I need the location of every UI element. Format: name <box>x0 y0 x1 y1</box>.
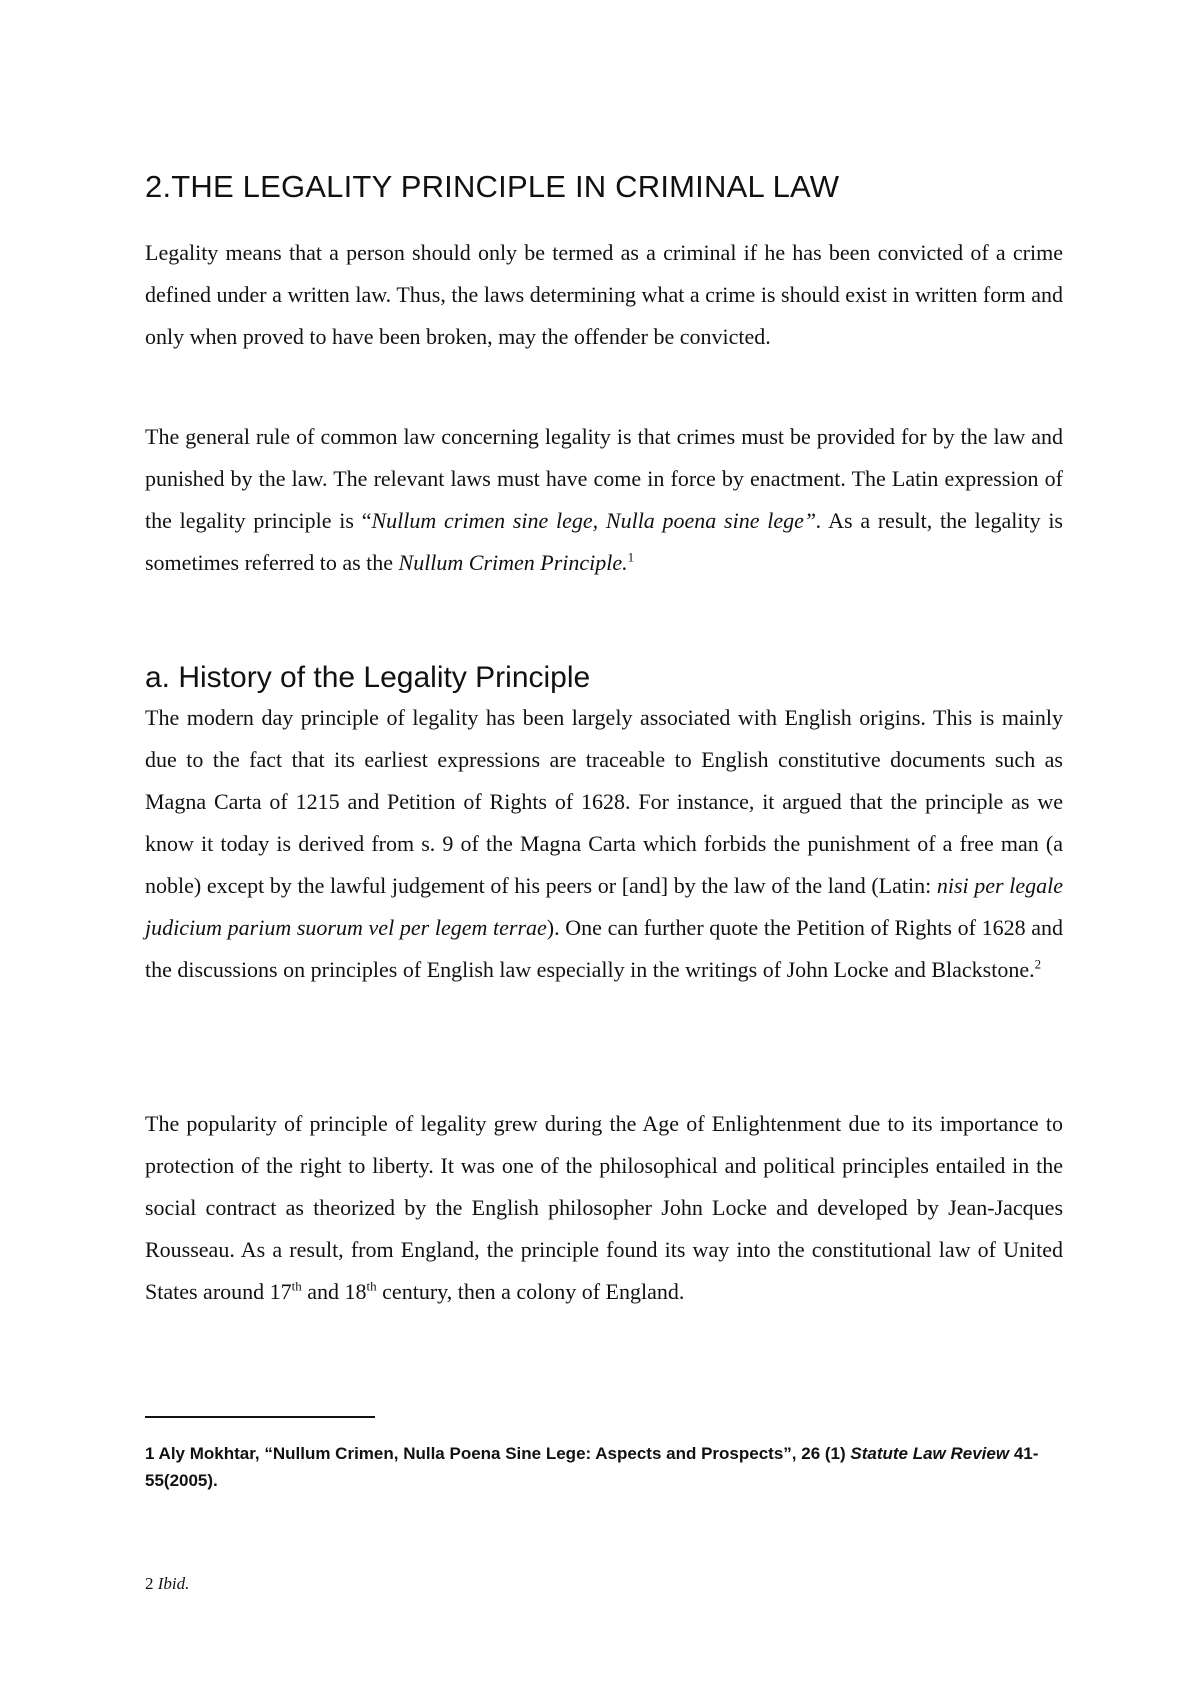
footnote-text: 41-55(2005). <box>145 1444 1039 1490</box>
ordinal-suffix: th <box>291 1278 302 1294</box>
paragraph-text: and 18 <box>301 1279 367 1304</box>
paragraph-text: Legality means that a person should only be termed as a criminal if he has been convicted of a crime defined under a written law. Thus, the laws determining what a crime is should exist in written form and only when proved to have been broken, may the offender be convicted. <box>145 240 1063 349</box>
paragraph-text: The modern day principle of legality has been largely associated with English origins. This is mainly due to the fact that its earliest expressions are traceable to English constitutive documents such as Magna Carta of 1215 and Petition of Rights of 1628. For instance, it argued that the principle as we know it today is derived from s. 9 of the Magna Carta which forbids the punishment of a free man (a noble) except by the lawful judgement of his peers or [and] by the law of the land (Latin: <box>145 705 1063 898</box>
subsection-paragraph-1 <box>145 697 1063 991</box>
paragraph-text: century, then a colony of England. <box>376 1279 685 1304</box>
paragraph-text: ). One can further quote the Petition of Rights of 1628 and the discussions on principles of English law especially in the writings of John Locke and Blackstone. <box>145 915 1063 982</box>
section-heading: 2.THE LEGALITY PRINCIPLE IN CRIMINAL LAW <box>145 169 840 204</box>
section-paragraph-2 <box>145 416 1063 584</box>
paragraph-text: The popularity of principle of legality grew during the Age of Enlightenment due to its importance to protection of the right to liberty. It was one of the philosophical and political principles entailed in the social contract as theorized by the English philosopher John Locke and developed by Jean-Jacques Rousseau. As a result, from England, the principle found its way into the constitutional law of United States around 17 <box>145 1111 1063 1304</box>
footnote-1 <box>145 1440 1063 1494</box>
footnote-number: 2 <box>145 1574 158 1593</box>
footnote-2 <box>145 1572 545 1596</box>
footnote-ref-1[interactable]: 1 <box>627 549 635 565</box>
ordinal-suffix: th <box>366 1278 377 1294</box>
section-paragraph-1 <box>145 232 1063 358</box>
paragraph-text: The general rule of common law concerning legality is that crimes must be provided for by the law and punished by the law. The relevant laws must have come in force by enactment. The Latin expression of the legality principle is “ <box>145 424 1063 533</box>
footnote-journal: Statute Law Review <box>850 1444 1010 1463</box>
latin-maxim: Nullum crimen sine lege, Nulla poena sine lege”. <box>371 508 822 533</box>
footnote-separator <box>145 1416 375 1418</box>
latin-quote: nisi per legale judicium parium suorum vel per legem terrae <box>145 873 1063 940</box>
subsection-paragraph-2 <box>145 1103 1063 1313</box>
footnote-text: Ibid. <box>157 1574 190 1593</box>
subsection-heading: a. History of the Legality Principle <box>145 661 591 694</box>
principle-name: Nullum Crimen Principle. <box>398 550 628 575</box>
paragraph-text: As a result, the legality is sometimes referred to as the <box>145 508 1063 575</box>
footnote-text: 1 Aly Mokhtar, “Nullum Crimen, Nulla Poena Sine Lege: Aspects and Prospects”, 26 (1) <box>145 1444 851 1463</box>
footnote-ref-2[interactable]: 2 <box>1034 956 1042 972</box>
